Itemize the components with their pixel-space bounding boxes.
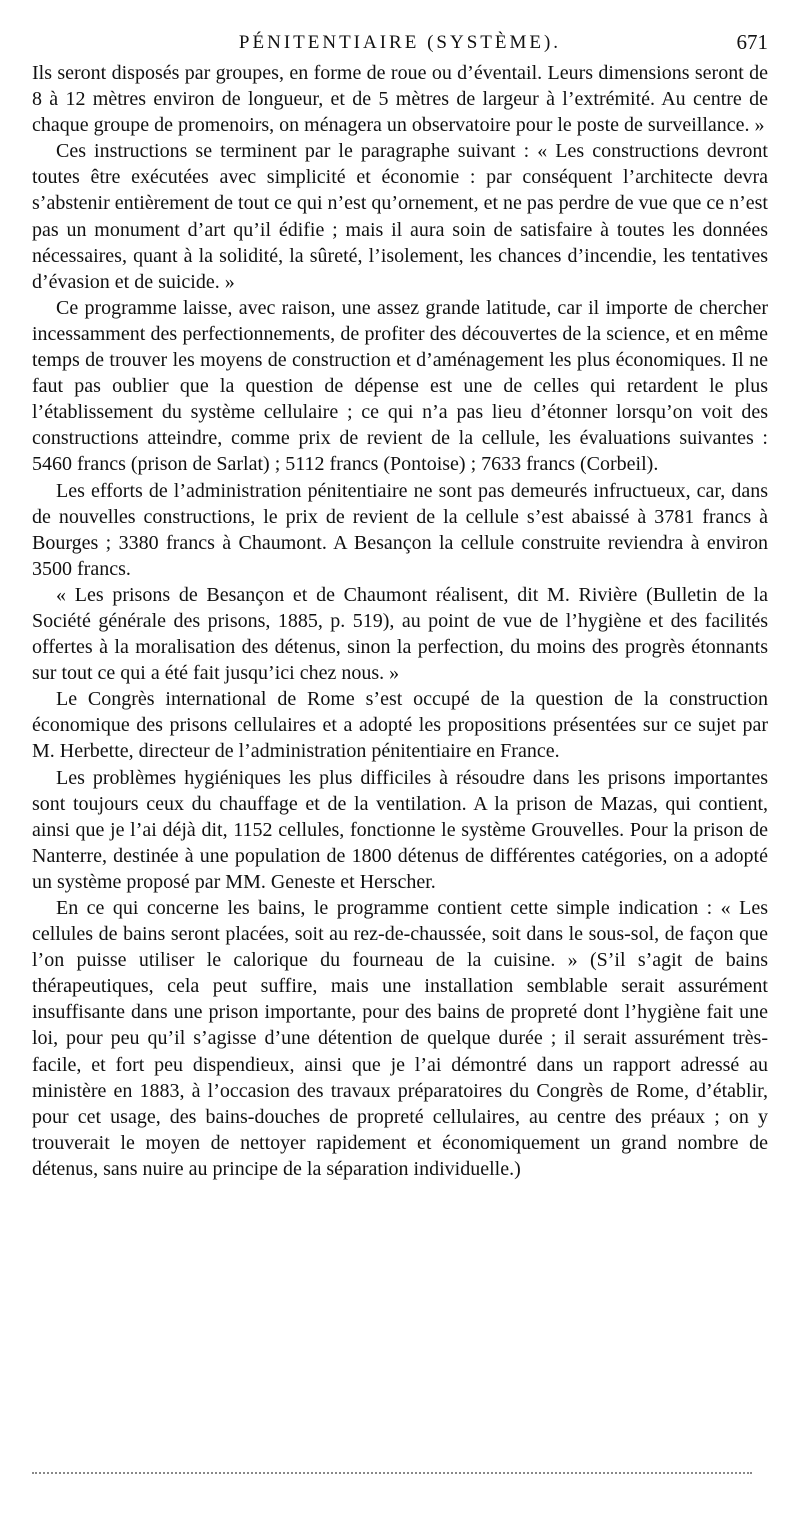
- footer-divider: [32, 1472, 752, 1474]
- page-number: 671: [736, 30, 768, 54]
- paragraph-quotation: « Les prisons de Besançon et de Chaumont réalisent, dit M. Rivière (Bulletin de la Société générale des prisons, 1885, p. 519), au point de vue de l’hygiène et des facilités offertes à la moralisation des détenus, sinon la perfection, du moins des progrès étonnants sur tout ce qui a été fait jusqu’ici chez nous. »: [32, 583, 768, 685]
- body-text: [32, 60, 768, 1182]
- paragraph: Les problèmes hygiéniques les plus difficiles à résoudre dans les prisons importantes sont toujours ceux du chauffage et de la ventilation. A la prison de Mazas, qui contient, ainsi que je l’ai déjà dit, 1152 cellules, fonctionne le système Grouvelles. Pour la prison de Nanterre, destinée à une population de 1800 détenus de différentes catégories, on a adopté un système proposé par MM. Geneste et Herscher.: [32, 766, 768, 893]
- paragraph: Les efforts de l’administration pénitentiaire ne sont pas demeurés infructueux, car, dans de nouvelles constructions, le prix de revient de la cellule s’est abaissé à 3781 francs à Bourges ; 3380 francs à Chaumont. A Besançon la cellule construite reviendra à environ 3500 francs.: [32, 479, 768, 580]
- paragraph-continuation: Ils seront disposés par groupes, en forme de roue ou d’éventail. Leurs dimensions seront de 8 à 12 mètres environ de longueur, et de 5 mètres de largeur à l’extrémité. Au centre de chaque groupe de promenoirs, on ménagera un observatoire pour le poste de surveillance. »: [32, 62, 768, 137]
- paragraph: En ce qui concerne les bains, le programme contient cette simple indication : « Les cellules de bains seront placées, soit au rez-de-chaussée, soit dans le sous-sol, de façon que l’on puisse utiliser le calorique du fourneau de la cuisine. » (S’il s’agit de bains thérapeutiques, cela peut suffire, mais une installation semblable serait assurément insuffisante dans une prison importante, pour des bains de propreté dont l’hygiène fait une loi, pour peu qu’il s’agisse d’une détention de quelque durée ; il serait assurément très-facile, et fort peu dispendieux, ainsi que je l’ai démontré dans un rapport adressé au ministère en 1883, à l’occasion des travaux préparatoires du Congrès de Rome, d’établir, pour cet usage, des bains-douches de propreté cellulaires, au centre des préaux ; on y trouverait le moyen de nettoyer rapidement et économiquement un grand nombre de détenus, sans nuire au principe de la séparation individuelle.): [32, 897, 768, 1180]
- paragraph: Le Congrès international de Rome s’est occupé de la question de la construction économique des prisons cellulaires et a adopté les propositions présentées sur ce sujet par M. Herbette, directeur de l’administration pénitentiaire en France.: [32, 688, 768, 763]
- page-header: [32, 30, 768, 58]
- running-title: PÉNITENTIAIRE (SYSTÈME).: [238, 32, 562, 53]
- paragraph: Ces instructions se terminent par le paragraphe suivant : « Les constructions devront toutes être exécutées avec simplicité et économie : par conséquent l’architecte devra s’abstenir entièrement de tout ce qui n’est qu’ornement, et ne pas perdre de vue que ce n’est pas un monument d’art qu’il édifie ; mais il aura soin de satisfaire à toutes les données nécessaires, quant à la solidité, la sûreté, l’isolement, les chances d’incendie, les tentatives d’évasion et de suicide. »: [32, 140, 768, 293]
- paragraph: Ce programme laisse, avec raison, une assez grande latitude, car il importe de chercher incessamment des perfectionnements, de profiter des découvertes de la science, et en même temps de trouver les moyens de construction et d’aménagement les plus économiques. Il ne faut pas oublier que la question de dépense est une de celles qui retardent le plus l’établissement du système cellulaire ; ce qui n’a pas lieu d’étonner lorsqu’on voit des constructions atteindre, comme prix de revient de la cellule, les évaluations suivantes : 5460 francs (prison de Sarlat) ; 5112 francs (Pontoise) ; 7633 francs (Corbeil).: [32, 296, 768, 476]
